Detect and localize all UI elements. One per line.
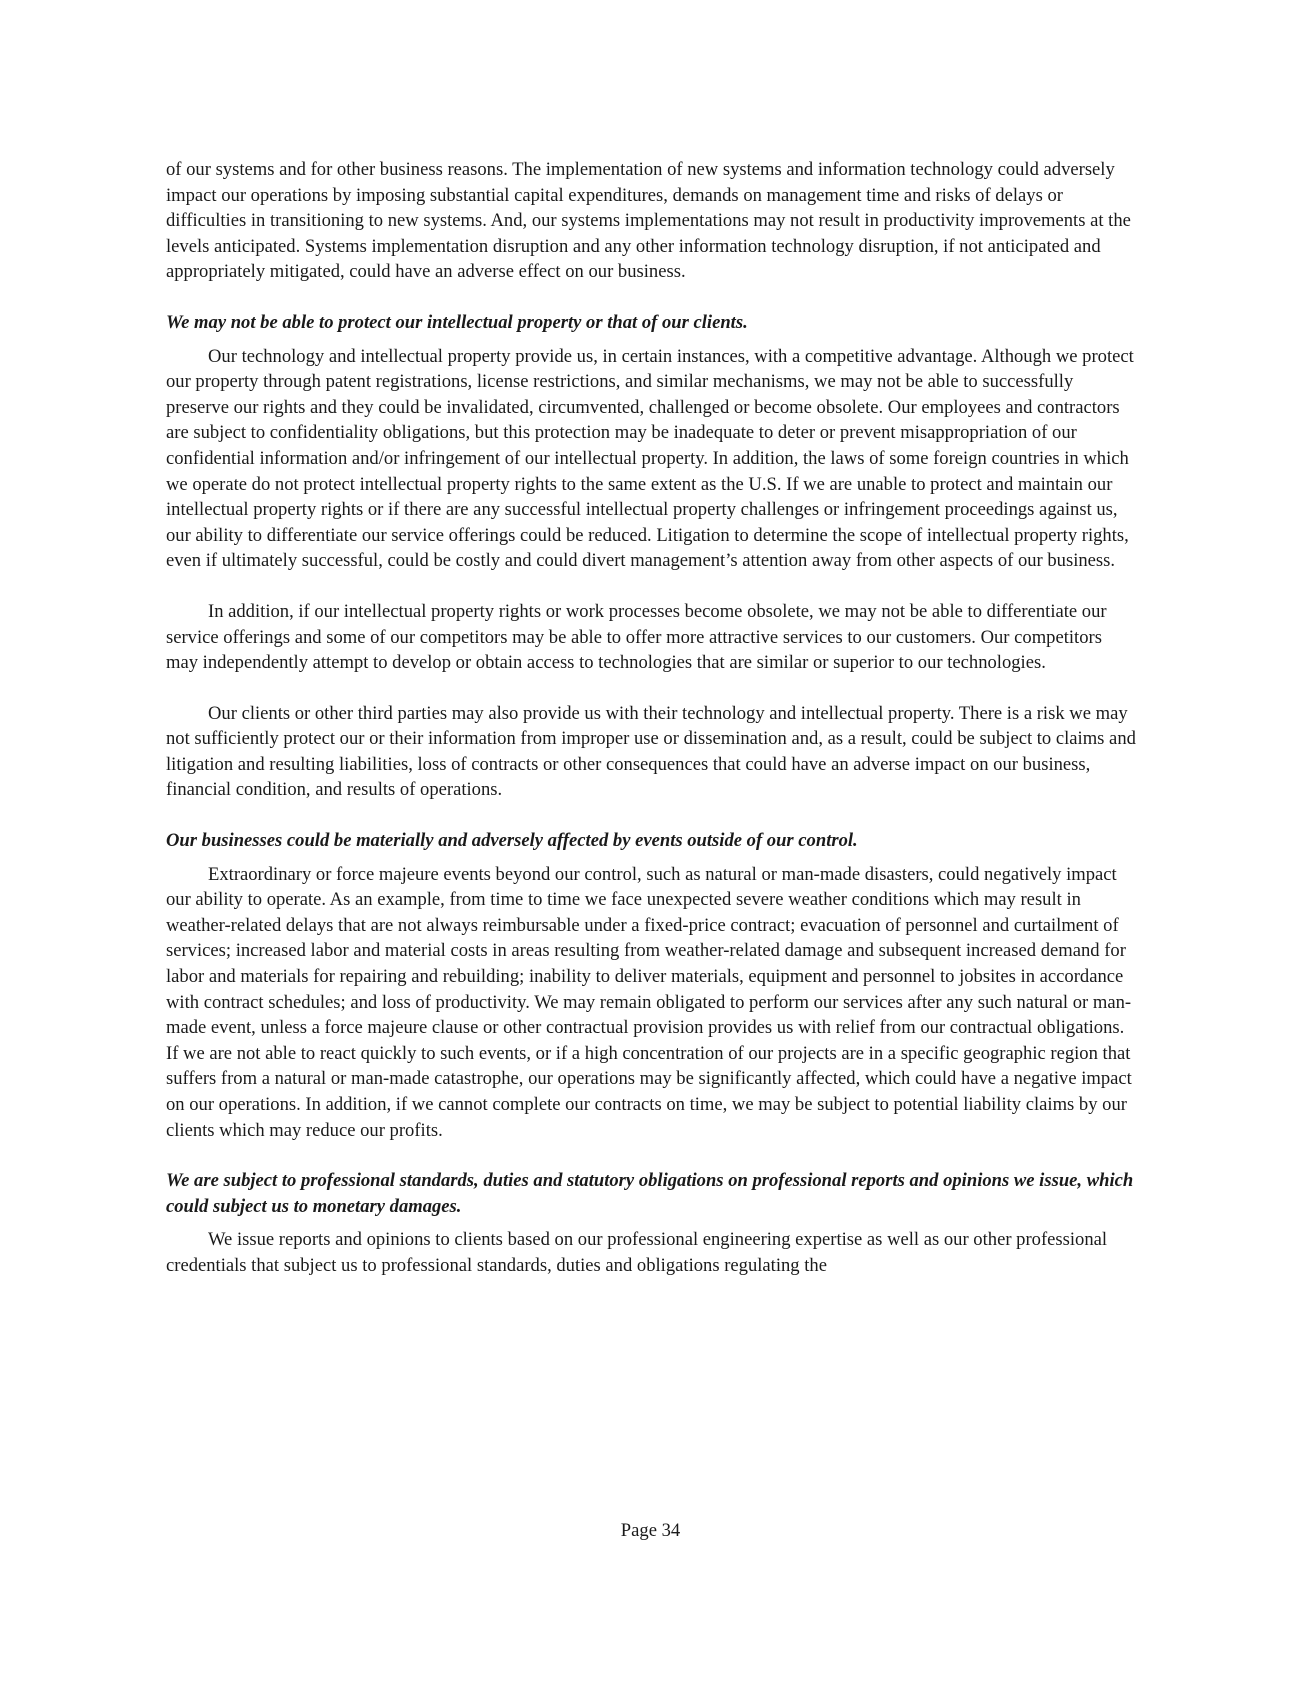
body-paragraph: Our technology and intellectual property provide us, in certain instances, with a competitive advantage. Although we protect our property through patent registrations, license restrictions, and similar mechanisms, we may not be able to successfully preserve our rights and they could be invalidated, circumvented, challenged or become obsolete. Our employees and contractors are subject to confidentiality obligations, but this protection may be inadequate to deter or prevent misappropriation of our confidential information and/or infringement of our intellectual property. In addition, the laws of some foreign countries in which we operate do not protect intellectual property rights to the same extent as the U.S. If we are unable to protect and maintain our intellectual property rights or if there are any successful intellectual property challenges or infringement proceedings against us, our ability to differentiate our service offerings could be reduced. Litigation to determine the scope of intellectual property rights, even if ultimately successful, could be costly and could divert management’s attention away from other aspects of our business. (166, 345, 1134, 572)
body-paragraph: Extraordinary or force majeure events beyond our control, such as natural or man-made disasters, could negatively impact our ability to operate. As an example, from time to time we face unexpected severe weather conditions which may result in weather-related delays that are not always reimbursable under a fixed-price contract; evacuation of personnel and curtailment of services; increased labor and material costs in areas resulting from weather-related damage and subsequent increased demand for labor and materials for repairing and rebuilding; inability to deliver materials, equipment and personnel to jobsites in accordance with contract schedules; and loss of productivity. We may remain obligated to perform our services after any such natural or man-made event, unless a force majeure clause or other contractual provision provides us with relief from our contractual obligations. If we are not able to react quickly to such events, or if a high concentration of our projects are in a specific geographic region that suffers from a natural or man-made catastrophe, our operations may be significantly affected, which could have a negative impact on our operations. In addition, if we cannot complete our contracts on time, we may be subject to potential liability claims by our clients which may reduce our profits. (166, 863, 1132, 1141)
spacer (166, 1219, 1138, 1227)
spacer (166, 676, 1138, 701)
spacer (166, 336, 1138, 344)
section-heading-events-outside-control: Our businesses could be materially and adversely affected by events outside of our control. (166, 830, 858, 852)
section-heading-intellectual-property: We may not be able to protect our intellectual property or that of our clients. (166, 311, 748, 333)
spacer (166, 574, 1138, 599)
page-body (166, 157, 1138, 1279)
spacer (166, 803, 1138, 828)
body-paragraph: In addition, if our intellectual property rights or work processes become obsolete, we may not be able to differentiate our service offerings and some of our competitors may be able to offer more attractive services to our customers. Our competitors may independently attempt to develop or obtain access to technologies that are similar or superior to our technologies. (166, 600, 1107, 674)
spacer (166, 285, 1138, 310)
section-heading-professional-standards: We are subject to professional standards, duties and statutory obligations on professional reports and opinions we issue, which could subject us to monetary damages. (166, 1170, 1134, 1217)
spacer (166, 854, 1138, 862)
spacer (166, 1143, 1138, 1168)
body-paragraph: Our clients or other third parties may also provide us with their technology and intellectual property. There is a risk we may not sufficiently protect our or their information from improper use or dissemination and, as a result, could be subject to claims and litigation and resulting liabilities, loss of contracts or other consequences that could have an adverse impact on our business, financial condition, and results of operations. (166, 702, 1136, 801)
body-paragraph: We issue reports and opinions to clients based on our professional engineering expertise as well as our other professional credentials that subject us to professional standards, duties and obligations regulating the (166, 1229, 1108, 1276)
page-number: Page 34 (620, 1520, 681, 1541)
body-paragraph-continued: of our systems and for other business reasons. The implementation of new systems and information technology could adversely impact our operations by imposing substantial capital expenditures, demands on management time and risks of delays or difficulties in transitioning to new systems. And, our systems implementations may not result in productivity improvements at the levels anticipated. Systems implementation disruption and any other information technology disruption, if not anticipated and appropriately mitigated, could have an adverse effect on our business. (166, 159, 1131, 283)
